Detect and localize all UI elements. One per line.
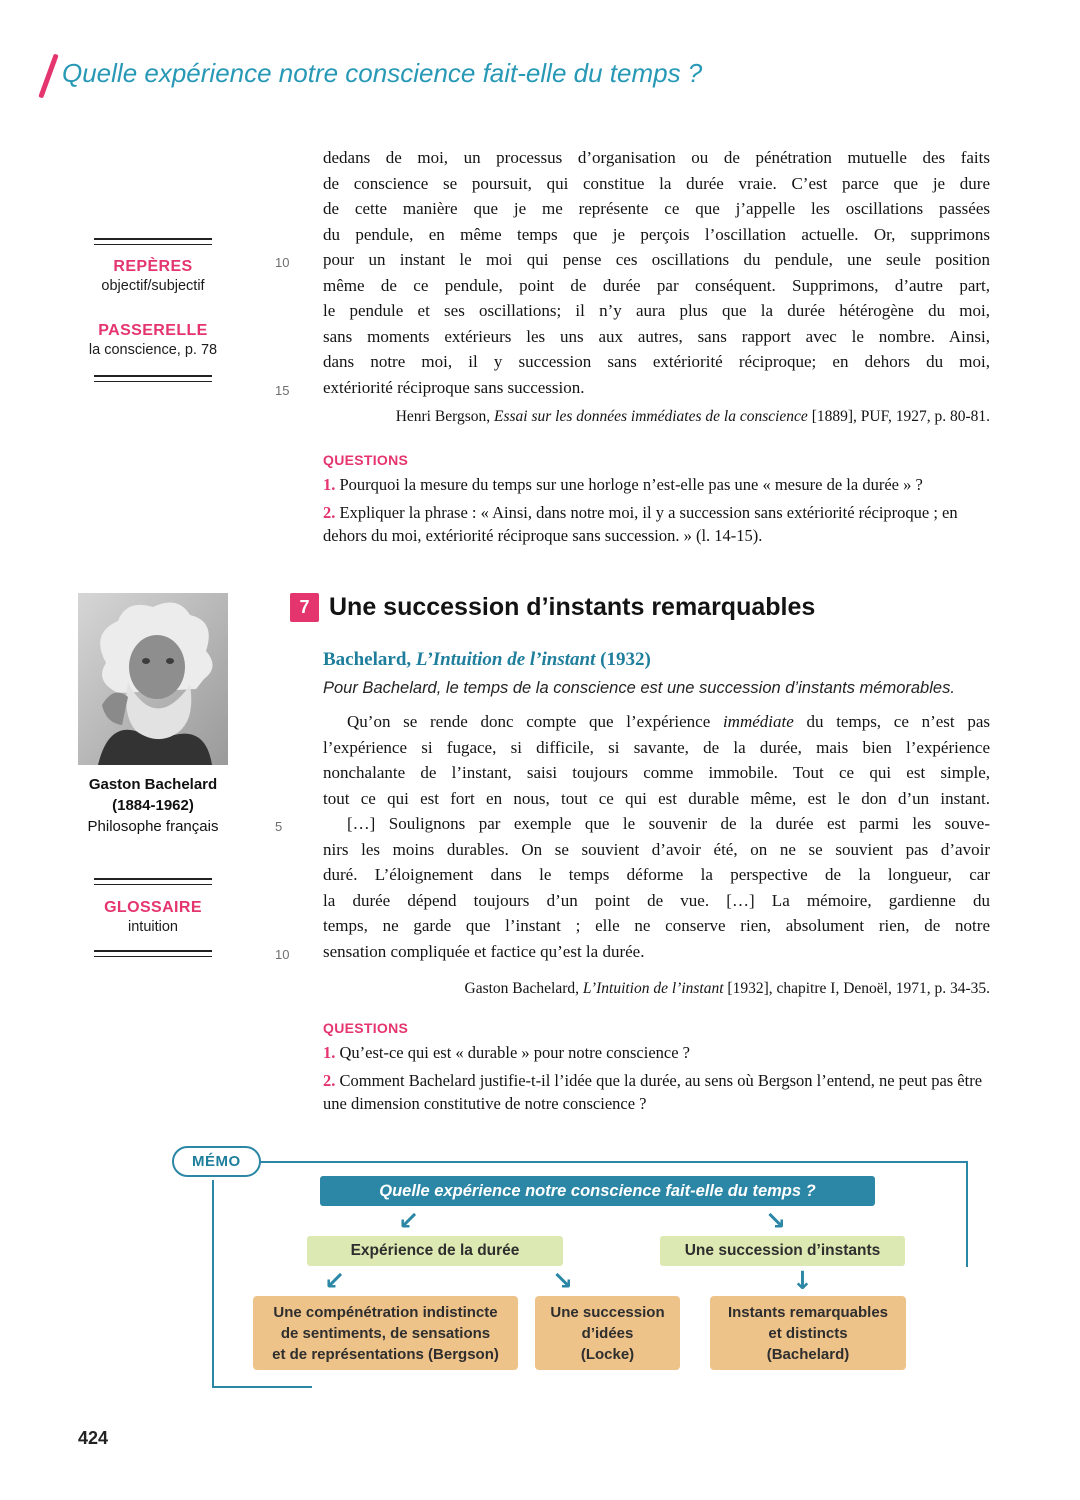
section-chapeau: Pour Bachelard, le temps de la conscience est une succession d’instants mémorables. — [323, 679, 955, 697]
bachelard-questions — [323, 1020, 990, 1115]
text-line: tout ce qui est fort en nous, tout ce qui est durable même, est le don d’un instant. — [323, 788, 990, 808]
question-text: Qu’est-ce qui est « durable » pour notre conscience ? — [335, 1043, 690, 1062]
double-rule — [94, 878, 212, 885]
question-number: 2. — [323, 503, 336, 522]
memo-connector-top — [256, 1161, 968, 1163]
text-line — [275, 811, 990, 837]
memo-leaf-line: Instants remarquables — [727, 1303, 889, 1321]
section-title: Une succession d’instants remarquables — [329, 593, 816, 621]
bachelard-photo — [78, 593, 228, 765]
section-7-heading — [290, 593, 815, 622]
text-line-content: pour un instant le moi qui pense ces oscillations du pendule, une seule position — [323, 250, 990, 269]
page-title: Quelle expérience notre conscience fait-elle du temps ? — [62, 58, 703, 88]
text-line: l’expérience si fugace, si difficile, si savante, de la durée, mais bien l’expérience — [323, 737, 990, 757]
question-2 — [323, 1069, 990, 1115]
questions-heading: QUESTIONS — [323, 1020, 409, 1036]
sidebar-glossaire-block — [68, 878, 238, 957]
text-line — [275, 375, 990, 401]
page-number: 424 — [78, 1428, 109, 1448]
attribution-reference: [1889], PUF, 1927, p. 80-81. — [807, 408, 990, 425]
bergson-excerpt — [275, 145, 990, 400]
memo-connector-left — [212, 1180, 214, 1388]
text-line: de conscience se poursuit, qui constitue la durée vraie. C’est parce que je dure — [323, 173, 990, 193]
passerelle-title: PASSERELLE — [98, 322, 208, 339]
text-line: le pendule et ses oscillations; il n’y aura plus que la durée hétérogène du moi, — [323, 301, 990, 320]
question-number: 2. — [323, 1071, 336, 1090]
bachelard-source-heading — [323, 649, 651, 671]
attribution-work-title: L’Intuition de l’instant — [582, 980, 724, 997]
bergson-attribution — [323, 408, 990, 426]
line-number: 10 — [275, 255, 290, 270]
text-line: dans notre moi, il y succession sans extériorité réciproque; en dehors du moi, — [323, 352, 990, 371]
line-number: 10 — [275, 946, 290, 962]
bachelard-attribution — [323, 980, 990, 998]
attribution-work-title: Essai sur les données immédiates de la conscience — [494, 408, 808, 425]
attribution-reference: [1932], chapitre I, Denoël, 1971, p. 34-35. — [723, 980, 990, 997]
glossaire-title: GLOSSAIRE — [104, 899, 202, 916]
memo-leaf-line: de sentiments, de sensations — [280, 1324, 491, 1342]
text-line: nonchalante de l’instant, saisi toujours comme immobile. Tout ce qui est simple, — [323, 763, 990, 782]
question-2 — [323, 501, 990, 547]
double-rule — [94, 950, 212, 957]
memo-leaf-bachelard — [710, 1296, 906, 1370]
reperes-item: objectif/subjectif — [101, 278, 205, 294]
text-line: temps, ne garde que l’instant ; elle ne conserve rien, absolument rien, de notre — [323, 916, 990, 935]
line-number: 15 — [275, 382, 290, 398]
portrait-caption — [53, 774, 253, 837]
text-line — [275, 247, 990, 273]
memo-leaf-line: (Locke) — [580, 1345, 635, 1363]
reperes-title: REPÈRES — [113, 258, 193, 275]
source-year: (1932) — [595, 649, 651, 670]
text-line — [323, 709, 990, 735]
portrait-dates: (1884-1962) — [112, 797, 194, 814]
memo-title-box: Quelle expérience notre conscience fait-elle du temps ? — [320, 1176, 875, 1206]
text-line-content: […] Soulignons par exemple que le souvenir de la durée est parmi les souve- — [347, 814, 990, 833]
double-rule — [94, 238, 212, 245]
memo-leaf-line: Une compénétration indistincte — [273, 1303, 498, 1321]
source-author: Bachelard, — [323, 649, 416, 670]
memo-leaf-bergson — [253, 1296, 518, 1370]
text-line: duré. L’éloignement dans le temps déforme la perspective de la longueur, car — [323, 865, 990, 884]
text-line: du pendule, en même temps que je perçois l’oscillation actuelle. Or, supprimons — [323, 224, 990, 244]
bachelard-excerpt — [275, 709, 990, 964]
question-text: Expliquer la phrase : « Ainsi, dans notre moi, il y a succession sans extériorité réciproque ; en dehors du moi, extériorité réciproque sans succession. » (l. 14-15). — [323, 503, 958, 545]
question-number: 1. — [323, 475, 336, 494]
memo-leaf-locke — [535, 1296, 680, 1370]
bergson-questions — [323, 452, 990, 547]
text-line: la durée dépend toujours d’un point de vue. […] La mémoire, gardienne du — [323, 890, 990, 910]
memo-node-instants: Une succession d’instants — [660, 1236, 905, 1266]
attribution-author: Henri Bergson, — [395, 408, 494, 425]
memo-node-duree: Expérience de la durée — [307, 1236, 563, 1266]
line-number: 5 — [275, 819, 283, 834]
question-number: 1. — [323, 1043, 336, 1062]
memo-leaf-line: Une succession — [550, 1303, 665, 1321]
questions-heading: QUESTIONS — [323, 452, 409, 468]
memo-leaf-line: d’idées — [581, 1324, 634, 1342]
section-number-badge: 7 — [290, 593, 319, 622]
portrait-role: Philosophe français — [87, 818, 219, 835]
memo-connector-right — [966, 1161, 968, 1267]
arrow-down-right-icon: ↘ — [552, 1266, 573, 1295]
source-title: L’Intuition de l’instant — [415, 649, 596, 670]
question-text: Pourquoi la mesure du temps sur une horloge n’est-elle pas une « mesure de la durée » ? — [335, 475, 923, 494]
double-rule — [94, 375, 212, 382]
text-line-content: extériorité réciproque sans succession. — [323, 377, 585, 397]
text-line — [275, 939, 990, 965]
emphasized-word: immédiate — [722, 712, 794, 731]
arrow-down-left-icon: ↙ — [398, 1206, 419, 1235]
question-1 — [323, 1041, 990, 1064]
text-line: sans moments extérieurs les uns aux autres, sans rapport avec le nombre. Ainsi, — [323, 326, 990, 346]
text-line: même de ce pendule, point de durée par conséquent. Supprimons, d’autre part, — [323, 275, 990, 295]
memo-badge: MÉMO — [172, 1146, 261, 1177]
question-1 — [323, 473, 990, 496]
arrow-down-icon: ↓ — [792, 1266, 813, 1295]
text-line: dedans de moi, un processus d’organisation ou de pénétration mutuelle des faits — [323, 148, 990, 167]
attribution-author: Gaston Bachelard, — [464, 980, 583, 997]
glossaire-item: intuition — [128, 919, 178, 935]
passerelle-item: la conscience, p. 78 — [88, 342, 218, 358]
arrow-down-left-icon: ↙ — [324, 1266, 345, 1295]
arrow-down-right-icon: ↘ — [765, 1206, 786, 1235]
header-slash-decoration — [38, 54, 58, 99]
text-line-content: Qu’on se rende donc compte que l’expérience — [347, 712, 723, 731]
text-line: de cette manière que je me représente ce que j’appelle les oscillations passées — [323, 199, 990, 218]
text-line-content: du temps, ce n’est pas — [793, 712, 990, 731]
text-line: nirs les moins durables. On se souvient d’avoir été, on ne se souvient pas d’avoir — [323, 839, 990, 859]
text-line-content: sensation compliquée et factice qu’est la durée. — [323, 941, 645, 961]
question-text: Comment Bachelard justifie-t-il l’idée que la durée, au sens où Bergson l’entend, ne peut pas être une dimension constitutive de notre conscience ? — [323, 1071, 983, 1113]
memo-leaf-line: (Bachelard) — [766, 1345, 850, 1363]
sidebar-reperes-block — [68, 238, 238, 382]
portrait-name: Gaston Bachelard — [88, 776, 218, 793]
memo-connector-bottom — [212, 1386, 312, 1388]
memo-leaf-line: et distincts — [768, 1324, 848, 1342]
memo-leaf-line: et de représentations (Bergson) — [272, 1345, 499, 1363]
